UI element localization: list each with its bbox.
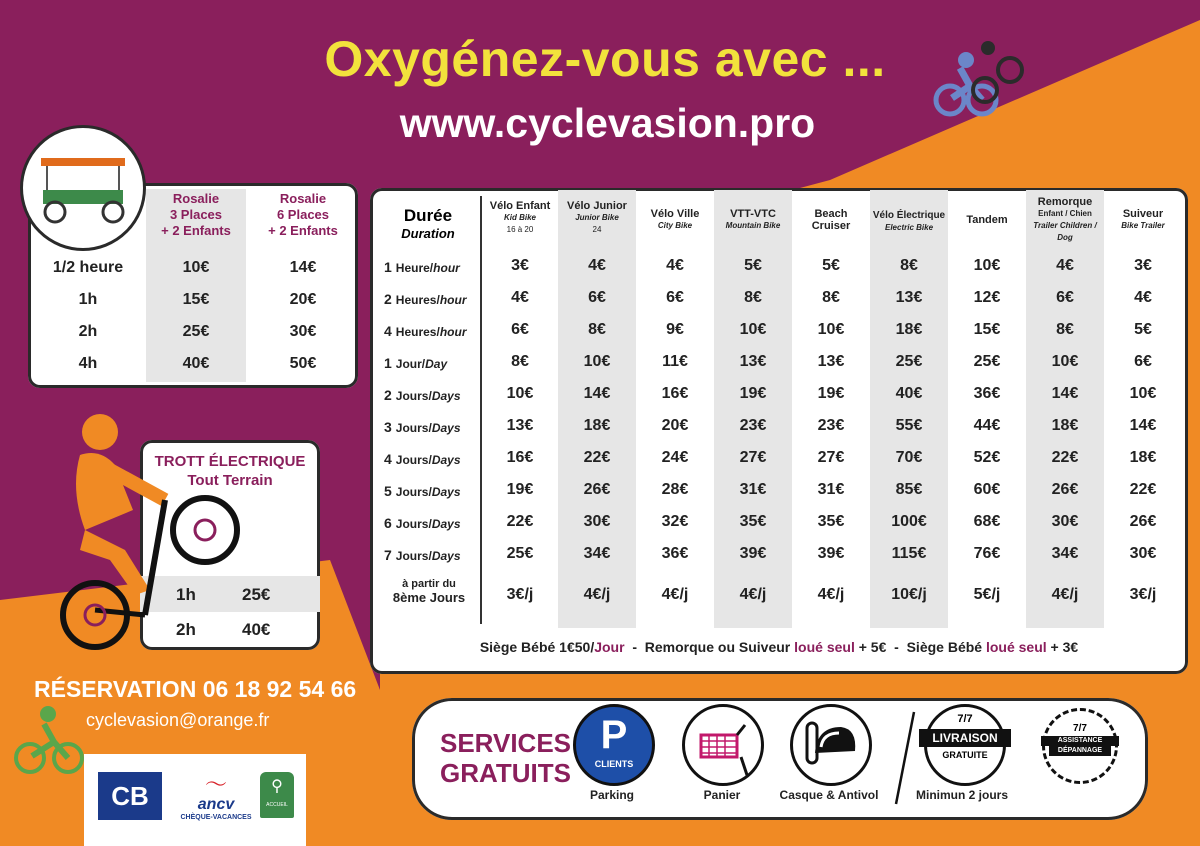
parking-sublabel: CLIENTS	[594, 759, 634, 769]
row-unit-fr: Jour/	[395, 357, 426, 371]
col-title: Vélo Ville	[650, 208, 700, 220]
col-title: Remorque	[1037, 196, 1093, 208]
price-cell: 26€	[1051, 481, 1079, 498]
row-unit-fr: Heures/	[395, 325, 440, 339]
rosalie-row	[28, 283, 358, 315]
delivery-caption: Minimun 2 jours	[915, 788, 1008, 802]
col-title: Tandem	[966, 214, 1008, 226]
from-label-line2: 8ème Jours	[392, 590, 466, 605]
services-label-line2: GRATUITS	[440, 758, 571, 788]
row-duration-label	[384, 259, 460, 275]
bike-icon: ⚲	[271, 778, 283, 795]
price-row	[370, 410, 1188, 442]
price-cell: 8€	[900, 257, 918, 274]
price-cell: 30€	[583, 513, 611, 530]
row-duration-label	[384, 451, 461, 467]
scooter-rider-illustration	[55, 410, 255, 660]
price-cell: 10€	[583, 353, 611, 370]
price-cell: 36€	[973, 385, 1001, 402]
helmet-lock-caption: Casque & Antivol	[779, 788, 879, 802]
price-cell: 25€	[973, 353, 1001, 370]
price-cell: 11€	[662, 353, 688, 370]
col-header-mountain-bike	[714, 208, 792, 232]
price-cell: 3€/j	[1129, 586, 1157, 603]
price-cell: 3€	[1134, 257, 1152, 274]
price-cell: 32€	[661, 513, 689, 530]
price-cell: 4€	[588, 257, 606, 274]
price-cell: 4€	[666, 257, 684, 274]
col-subtitle: Electric Bike	[884, 223, 934, 232]
row-unit-fr: Jours/	[395, 389, 432, 403]
col-title: Vélo Électrique	[872, 210, 946, 221]
website-url[interactable]: www.cyclevasion.pro	[399, 100, 816, 146]
price-cell: 18€	[895, 321, 923, 338]
helmet-lock-icon-drawing	[793, 707, 869, 783]
price-cell: 6€	[1134, 353, 1152, 370]
col-note: 24	[592, 225, 602, 234]
cyclists-icon	[930, 38, 1025, 118]
price-cell: 13€	[817, 353, 845, 370]
reservation-phone[interactable]: RÉSERVATION 06 18 92 54 66	[34, 676, 357, 702]
row-number: 1	[384, 355, 392, 371]
rosalie-row	[28, 315, 358, 347]
price-cell: 23€	[817, 417, 845, 434]
price: 20€	[289, 291, 317, 308]
row-unit-fr: Heure/	[395, 261, 434, 275]
price-cell: 4€/j	[583, 586, 611, 603]
row-duration-label	[384, 419, 461, 435]
price: 40€	[242, 620, 271, 639]
col-header-tandem	[948, 214, 1026, 226]
basket-caption: Panier	[703, 788, 741, 802]
price-row	[370, 282, 1188, 314]
col-subtitle: Kid Bike	[503, 213, 536, 222]
price-cell: 39€	[739, 545, 767, 562]
rosalie-6-header	[253, 191, 353, 239]
row-number: 6	[384, 515, 392, 531]
price-cell: 60€	[973, 481, 1001, 498]
price: 15€	[182, 291, 210, 308]
row-number: 4	[384, 451, 392, 467]
price-cell: 10€	[1051, 353, 1079, 370]
price-cell: 4€/j	[739, 586, 767, 603]
price-cell: 25€	[506, 545, 534, 562]
price-cell: 19€	[739, 385, 767, 402]
price-cell: 14€	[1051, 385, 1079, 402]
duration-label: 2h	[176, 620, 196, 639]
basket-icon	[682, 704, 764, 786]
free-services-panel	[412, 698, 1148, 820]
row-number: 3	[384, 419, 392, 435]
price-cell: 39€	[817, 545, 845, 562]
row-duration-label	[384, 355, 447, 371]
price-cell: 4€/j	[817, 586, 845, 603]
from-8th-day-row	[370, 576, 1188, 622]
price-row	[370, 506, 1188, 538]
ancv-bird-icon: 〜	[204, 772, 227, 797]
price: 40€	[182, 355, 210, 372]
bike-pricing-table	[370, 188, 1188, 674]
footnote-highlight: loué seul	[985, 639, 1047, 655]
row-duration-label	[384, 483, 461, 499]
price-cell: 30€	[1129, 545, 1157, 562]
price-cell: 18€	[583, 417, 611, 434]
price-cell: 85€	[895, 481, 923, 498]
header-line: Rosalie	[172, 191, 220, 206]
rosalie-row	[28, 347, 358, 379]
price-cell: 5€	[744, 257, 762, 274]
helmet-lock-icon	[790, 704, 872, 786]
row-number: 2	[384, 291, 392, 307]
price-cell: 8€	[744, 289, 762, 306]
price-cell: 24€	[661, 449, 689, 466]
price-cell: 55€	[895, 417, 923, 434]
price-cell: 31€	[817, 481, 845, 498]
col-header-bike-trailer	[1104, 208, 1182, 232]
price-cell: 16€	[661, 385, 689, 402]
trott-title-line: TROTT ÉLECTRIQUE	[154, 453, 306, 470]
ancv-logo	[176, 774, 256, 821]
price-cell: 6€	[588, 289, 606, 306]
row-duration-label	[384, 387, 461, 403]
price-cell: 18€	[1129, 449, 1157, 466]
col-header-beach-cruiser	[792, 208, 870, 232]
price-cell: 40€	[895, 385, 923, 402]
col-header-electric-bike	[870, 210, 948, 234]
row-unit-fr: Jours/	[395, 517, 432, 531]
price-row	[370, 250, 1188, 282]
assistance-icon	[1042, 708, 1118, 784]
price-cell: 26€	[583, 481, 611, 498]
payment-logos	[84, 754, 306, 846]
price-cell: 3€/j	[506, 586, 534, 603]
price-cell: 14€	[583, 385, 611, 402]
col-title: Suiveur	[1122, 208, 1164, 220]
row-number: 2	[384, 387, 392, 403]
price-cell: 6€	[1056, 289, 1074, 306]
services-label	[440, 728, 571, 788]
price-cell: 27€	[739, 449, 767, 466]
col-subtitle: Mountain Bike	[725, 221, 781, 230]
price-cell: 34€	[583, 545, 611, 562]
header-line: Rosalie	[279, 191, 327, 206]
accueil-velo-logo	[260, 772, 294, 818]
price-cell: 3€	[511, 257, 529, 274]
price-cell: 115€	[891, 545, 927, 562]
price-cell: 10€	[1129, 385, 1157, 402]
header-line: 6 Places	[276, 207, 330, 222]
row-unit-en: Days	[431, 453, 461, 467]
price-cell: 16€	[506, 449, 534, 466]
from-8th-day-label	[384, 578, 474, 605]
price-cell: 22€	[1051, 449, 1079, 466]
price-row	[370, 442, 1188, 474]
duration-header-fr: Durée	[403, 206, 453, 225]
duration-header	[388, 206, 468, 241]
col-subtitle: City Bike	[657, 221, 693, 230]
price-cell: 4€/j	[661, 586, 689, 603]
price-cell: 22€	[1129, 481, 1157, 498]
col-note: Trailer Children / Dog	[1033, 221, 1097, 242]
ancv-subtitle: CHÈQUE-VACANCES	[180, 814, 252, 821]
row-unit-fr: Heures/	[395, 293, 440, 307]
price: 25€	[182, 323, 210, 340]
duration-label: 1h	[176, 585, 196, 604]
price-row	[370, 346, 1188, 378]
duration-label: 2h	[78, 323, 98, 340]
price-cell: 35€	[817, 513, 845, 530]
price-cell: 36€	[661, 545, 689, 562]
col-title: Vélo Enfant	[489, 200, 551, 212]
col-subtitle: Junior Bike	[575, 213, 619, 222]
header-line: 3 Places	[169, 207, 223, 222]
rosalie-price-card	[28, 183, 358, 388]
col-title: Beach	[814, 208, 848, 220]
row-unit-fr: Jours/	[395, 485, 432, 499]
row-unit-fr: Jours/	[395, 421, 432, 435]
price-cell: 13€	[739, 353, 767, 370]
footnote-highlight: Jour	[594, 639, 625, 655]
price-cell: 6€	[666, 289, 684, 306]
col-header-trailer	[1026, 196, 1104, 244]
col-note: 16 à 20	[506, 225, 534, 234]
contact-email[interactable]: cyclevasion@orange.fr	[86, 710, 270, 730]
duration-label: 1/2 heure	[52, 259, 124, 276]
delivery-label: LIVRAISON	[919, 729, 1011, 747]
price-cell: 30€	[1051, 513, 1079, 530]
row-unit-fr: Jours/	[395, 453, 432, 467]
rosalie-car-icon	[23, 128, 143, 248]
row-number: 7	[384, 547, 392, 563]
price-cell: 14€	[1129, 417, 1157, 434]
price-cell: 31€	[739, 481, 767, 498]
price-cell: 76€	[973, 545, 1001, 562]
row-unit-en: Days	[431, 389, 461, 403]
price-cell: 100€	[891, 513, 927, 530]
price-cell: 18€	[1051, 417, 1079, 434]
price-row	[370, 474, 1188, 506]
price-cell: 13€	[895, 289, 923, 306]
price-cell: 4€	[1134, 289, 1152, 306]
assistance-label: ASSISTANCE	[1041, 736, 1119, 746]
parking-caption: Parking	[589, 788, 634, 802]
col-header-city-bike	[636, 208, 714, 232]
cb-logo: CB	[98, 772, 162, 820]
col-header-junior-bike	[558, 200, 636, 236]
row-unit-en: Days	[431, 421, 461, 435]
from-label-line1: à partir du	[402, 578, 456, 590]
col-subtitle: Enfant / Chien	[1038, 209, 1092, 218]
assistance-sublabel: DÉPANNAGE	[1049, 746, 1111, 756]
price-cell: 19€	[506, 481, 534, 498]
price-row	[370, 378, 1188, 410]
price-cell: 20€	[661, 417, 689, 434]
price-cell: 35€	[739, 513, 767, 530]
price-cell: 23€	[739, 417, 767, 434]
price-cell: 22€	[506, 513, 534, 530]
duration-label: 4h	[78, 355, 98, 372]
price-cell: 28€	[661, 481, 689, 498]
footnote-text: - Remorque ou Suiveur	[624, 639, 795, 655]
header-line: + 2 Enfants	[161, 223, 231, 238]
price-cell: 15€	[973, 321, 1001, 338]
rosalie-3-header	[146, 191, 246, 239]
parking-icon	[573, 704, 655, 786]
duration-label: 1h	[78, 291, 98, 308]
price-cell: 12€	[973, 289, 1001, 306]
price: 50€	[289, 355, 317, 372]
price-cell: 22€	[583, 449, 611, 466]
price-cell: 9€	[666, 321, 684, 338]
row-unit-en: hour	[439, 325, 467, 339]
extras-footnote	[370, 639, 1188, 655]
rosalie-image	[20, 125, 146, 251]
delivery-icon	[924, 704, 1006, 786]
duration-header-en: Duration	[401, 226, 455, 241]
row-unit-en: Days	[431, 485, 461, 499]
footnote-highlight: loué seul	[794, 639, 855, 655]
price-cell: 5€/j	[973, 586, 1001, 603]
price-cell: 8€	[822, 289, 840, 306]
row-duration-label	[384, 323, 467, 339]
price: 10€	[182, 259, 210, 276]
basket-icon-drawing	[685, 707, 761, 783]
parking-letter: P	[600, 713, 628, 757]
delivery-hours: 7/7	[957, 713, 973, 725]
price-cell: 10€	[739, 321, 767, 338]
price: 14€	[289, 259, 317, 276]
price-row	[370, 314, 1188, 346]
price-cell: 4€/j	[1051, 586, 1079, 603]
row-number: 4	[384, 323, 392, 339]
price-row	[370, 538, 1188, 570]
header-line: + 2 Enfants	[268, 223, 338, 238]
price-cell: 27€	[817, 449, 845, 466]
price-cell: 10€/j	[891, 586, 927, 603]
rosalie-row	[28, 251, 358, 283]
row-unit-en: hour	[439, 293, 467, 307]
row-number: 5	[384, 483, 392, 499]
trott-subtitle-line: Tout Terrain	[187, 472, 273, 489]
headline: Oxygénez-vous avec ...	[324, 31, 886, 87]
footnote-text: + 3€	[1046, 639, 1079, 655]
services-label-line1: SERVICES	[440, 728, 572, 758]
price-cell: 10€	[973, 257, 1001, 274]
col-header-kid-bike	[482, 200, 558, 236]
row-unit-en: hour	[433, 261, 460, 275]
price-cell: 10€	[817, 321, 845, 338]
price-cell: 5€	[822, 257, 840, 274]
price-cell: 4€	[1056, 257, 1074, 274]
col-title: VTT-VTC	[730, 208, 776, 220]
row-duration-label	[384, 515, 461, 531]
row-duration-label	[384, 547, 461, 563]
assistance-hours: 7/7	[1073, 723, 1087, 734]
col-title-line2: Cruiser	[811, 220, 851, 232]
footnote-text: Siège Bébé 1€50/	[479, 639, 595, 655]
price-cell: 8€	[511, 353, 529, 370]
price-cell: 10€	[506, 385, 534, 402]
price-cell: 70€	[895, 449, 923, 466]
price-cell: 6€	[511, 321, 529, 338]
price-cell: 34€	[1051, 545, 1079, 562]
price-cell: 5€	[1134, 321, 1152, 338]
price-cell: 19€	[817, 385, 845, 402]
price-cell: 8€	[588, 321, 606, 338]
col-subtitle: Bike Trailer	[1121, 221, 1165, 230]
price-cell: 68€	[973, 513, 1001, 530]
row-number: 1	[384, 259, 392, 275]
price: 30€	[289, 323, 317, 340]
price-cell: 44€	[973, 417, 1001, 434]
col-title: Vélo Junior	[567, 200, 627, 212]
row-unit-en: Days	[431, 517, 461, 531]
delivery-sublabel: GRATUITE	[942, 750, 988, 760]
price-cell: 26€	[1129, 513, 1157, 530]
accueil-label: ACCUEIL	[266, 802, 288, 808]
price-cell: 25€	[895, 353, 923, 370]
ancv-name: ancv	[197, 796, 235, 813]
price: 25€	[242, 585, 271, 604]
price-cell: 4€	[511, 289, 529, 306]
price-cell: 8€	[1056, 321, 1074, 338]
row-unit-en: Days	[431, 549, 461, 563]
row-duration-label	[384, 291, 467, 307]
row-unit-en: Day	[425, 357, 448, 371]
row-unit-fr: Jours/	[395, 549, 432, 563]
price-cell: 52€	[973, 449, 1001, 466]
footnote-text: + 5€ - Siège Bébé	[854, 639, 986, 655]
price-cell: 13€	[506, 417, 534, 434]
